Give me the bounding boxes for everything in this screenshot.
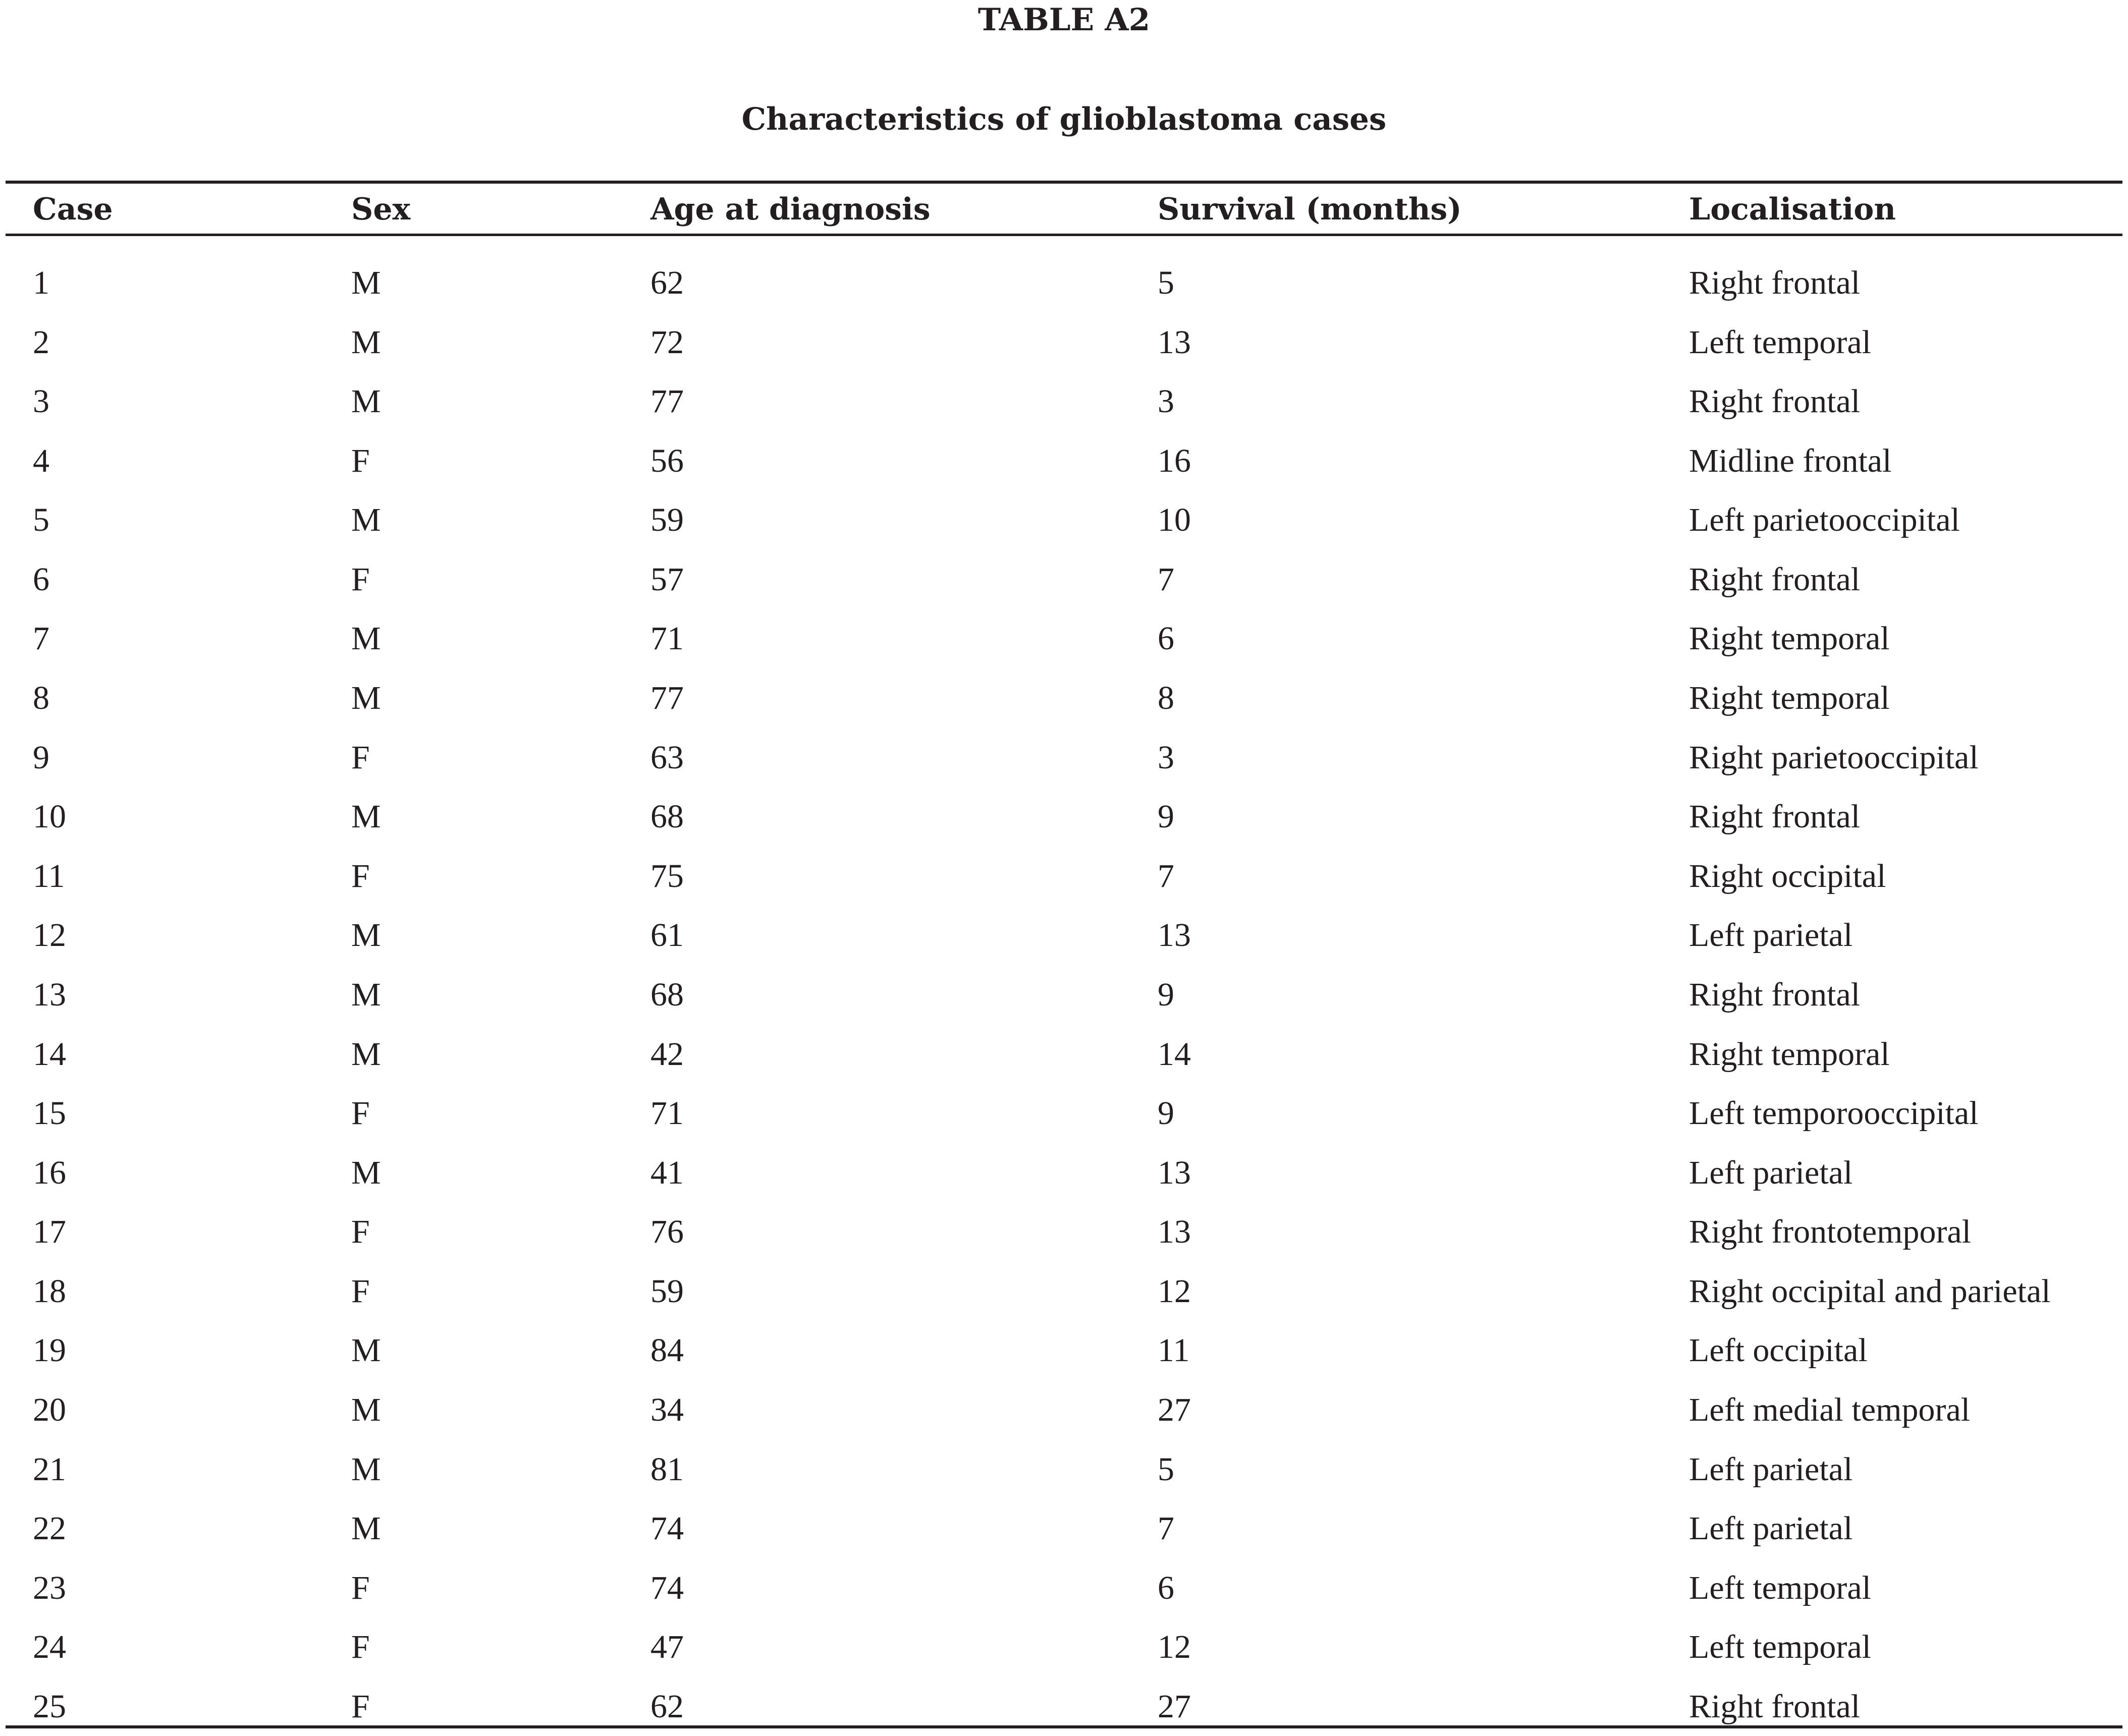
cell-sex: F bbox=[351, 857, 370, 894]
cell-case: 24 bbox=[33, 1629, 66, 1666]
cell-sex: M bbox=[351, 798, 381, 835]
header-localisation: Localisation bbox=[1689, 192, 1896, 227]
cell-survival: 5 bbox=[1158, 1450, 1174, 1488]
cell-localisation: Left parietal bbox=[1689, 1510, 1853, 1547]
cell-sex: F bbox=[351, 1629, 370, 1666]
table-row bbox=[0, 1321, 2128, 1380]
cell-age: 71 bbox=[650, 1095, 684, 1132]
cell-sex: M bbox=[351, 1154, 381, 1191]
cell-age: 76 bbox=[650, 1213, 684, 1251]
cell-survival: 27 bbox=[1158, 1688, 1191, 1725]
cell-case: 21 bbox=[33, 1450, 66, 1488]
table-caption: Characteristics of glioblastoma cases bbox=[741, 101, 1387, 137]
table-row bbox=[0, 1499, 2128, 1558]
cell-survival: 10 bbox=[1158, 501, 1191, 539]
cell-case: 25 bbox=[33, 1688, 66, 1725]
cell-sex: F bbox=[351, 1272, 370, 1310]
table-header-row bbox=[0, 180, 2128, 239]
cell-localisation: Right frontal bbox=[1689, 1688, 1861, 1725]
cell-survival: 7 bbox=[1158, 1510, 1174, 1547]
cell-localisation: Right occipital and parietal bbox=[1689, 1272, 2051, 1310]
cell-sex: F bbox=[351, 1095, 370, 1132]
cell-age: 62 bbox=[650, 1688, 684, 1725]
cell-survival: 3 bbox=[1158, 383, 1174, 420]
cell-survival: 9 bbox=[1158, 1095, 1174, 1132]
cell-sex: M bbox=[351, 1035, 381, 1073]
cell-age: 68 bbox=[650, 976, 684, 1013]
cell-case: 17 bbox=[33, 1213, 66, 1251]
header-survival: Survival (months) bbox=[1158, 192, 1462, 227]
cell-age: 56 bbox=[650, 442, 684, 479]
cell-survival: 5 bbox=[1158, 264, 1174, 301]
cell-case: 23 bbox=[33, 1569, 66, 1606]
cell-survival: 6 bbox=[1158, 1569, 1174, 1606]
cell-case: 5 bbox=[33, 501, 49, 539]
cell-age: 62 bbox=[650, 264, 684, 301]
cell-age: 47 bbox=[650, 1629, 684, 1666]
table-row bbox=[0, 965, 2128, 1024]
cell-case: 3 bbox=[33, 383, 49, 420]
cell-case: 7 bbox=[33, 620, 49, 657]
cell-case: 18 bbox=[33, 1272, 66, 1310]
cell-case: 11 bbox=[33, 857, 65, 894]
table-row bbox=[0, 1025, 2128, 1084]
cell-sex: M bbox=[351, 917, 381, 954]
cell-localisation: Right frontal bbox=[1689, 383, 1861, 420]
cell-sex: F bbox=[351, 1569, 370, 1606]
cell-survival: 7 bbox=[1158, 857, 1174, 894]
table-row bbox=[0, 1143, 2128, 1202]
cell-age: 42 bbox=[650, 1035, 684, 1073]
cell-survival: 6 bbox=[1158, 620, 1174, 657]
cell-sex: F bbox=[351, 561, 370, 598]
cell-localisation: Right temporal bbox=[1689, 1035, 1890, 1073]
cell-survival: 8 bbox=[1158, 680, 1174, 717]
cell-survival: 7 bbox=[1158, 561, 1174, 598]
table-label: TABLE A2 bbox=[977, 2, 1151, 38]
cell-case: 13 bbox=[33, 976, 66, 1013]
cell-survival: 11 bbox=[1158, 1332, 1190, 1369]
cell-case: 15 bbox=[33, 1095, 66, 1132]
cell-case: 12 bbox=[33, 917, 66, 954]
cell-localisation: Right temporal bbox=[1689, 680, 1890, 717]
table-row bbox=[0, 372, 2128, 431]
cell-localisation: Right frontal bbox=[1689, 264, 1861, 301]
cell-sex: M bbox=[351, 1332, 381, 1369]
cell-age: 81 bbox=[650, 1450, 684, 1488]
cell-age: 75 bbox=[650, 857, 684, 894]
cell-localisation: Midline frontal bbox=[1689, 442, 1892, 479]
table-row bbox=[0, 1440, 2128, 1499]
cell-sex: M bbox=[351, 976, 381, 1013]
cell-case: 9 bbox=[33, 739, 49, 776]
table-row bbox=[0, 1617, 2128, 1676]
cell-age: 71 bbox=[650, 620, 684, 657]
cell-case: 20 bbox=[33, 1391, 66, 1429]
table-row bbox=[0, 847, 2128, 906]
cell-sex: F bbox=[351, 739, 370, 776]
cell-localisation: Left temporal bbox=[1689, 1569, 1872, 1606]
table-row bbox=[0, 313, 2128, 372]
table-row bbox=[0, 728, 2128, 787]
cell-sex: M bbox=[351, 383, 381, 420]
cell-case: 4 bbox=[33, 442, 49, 479]
table-row bbox=[0, 609, 2128, 668]
cell-survival: 27 bbox=[1158, 1391, 1191, 1429]
cell-localisation: Left occipital bbox=[1689, 1332, 1868, 1369]
cell-sex: M bbox=[351, 264, 381, 301]
cell-survival: 9 bbox=[1158, 976, 1174, 1013]
cell-survival: 12 bbox=[1158, 1629, 1191, 1666]
cell-case: 16 bbox=[33, 1154, 66, 1191]
cell-age: 68 bbox=[650, 798, 684, 835]
table-row bbox=[0, 431, 2128, 490]
cell-sex: F bbox=[351, 442, 370, 479]
table-row bbox=[0, 787, 2128, 846]
table-row bbox=[0, 906, 2128, 965]
cell-age: 34 bbox=[650, 1391, 684, 1429]
cell-case: 6 bbox=[33, 561, 49, 598]
cell-localisation: Left parietooccipital bbox=[1689, 501, 1960, 539]
cell-case: 2 bbox=[33, 323, 49, 361]
table-row bbox=[0, 253, 2128, 312]
cell-sex: M bbox=[351, 620, 381, 657]
cell-sex: M bbox=[351, 501, 381, 539]
cell-age: 77 bbox=[650, 680, 684, 717]
cell-localisation: Left parietal bbox=[1689, 1450, 1853, 1488]
table-bottom-rule bbox=[6, 1725, 2122, 1728]
cell-survival: 3 bbox=[1158, 739, 1174, 776]
cell-age: 72 bbox=[650, 323, 684, 361]
cell-age: 63 bbox=[650, 739, 684, 776]
cell-sex: M bbox=[351, 1391, 381, 1429]
table-row bbox=[0, 550, 2128, 609]
cell-age: 57 bbox=[650, 561, 684, 598]
cell-localisation: Left parietal bbox=[1689, 917, 1853, 954]
cell-survival: 16 bbox=[1158, 442, 1191, 479]
cell-localisation: Left temporal bbox=[1689, 1629, 1872, 1666]
cell-case: 10 bbox=[33, 798, 66, 835]
cell-localisation: Right frontal bbox=[1689, 798, 1861, 835]
table-row bbox=[0, 1202, 2128, 1261]
cell-survival: 9 bbox=[1158, 798, 1174, 835]
table-row bbox=[0, 1084, 2128, 1143]
table-row bbox=[0, 490, 2128, 549]
cell-sex: M bbox=[351, 323, 381, 361]
cell-age: 41 bbox=[650, 1154, 684, 1191]
cell-localisation: Left parietal bbox=[1689, 1154, 1853, 1191]
cell-survival: 13 bbox=[1158, 323, 1191, 361]
cell-case: 14 bbox=[33, 1035, 66, 1073]
cell-sex: F bbox=[351, 1688, 370, 1725]
cell-localisation: Right occipital bbox=[1689, 857, 1886, 894]
cell-survival: 13 bbox=[1158, 1154, 1191, 1191]
cell-survival: 13 bbox=[1158, 1213, 1191, 1251]
table-row bbox=[0, 1262, 2128, 1321]
cell-survival: 12 bbox=[1158, 1272, 1191, 1310]
cell-age: 77 bbox=[650, 383, 684, 420]
cell-age: 59 bbox=[650, 501, 684, 539]
cell-localisation: Left temporal bbox=[1689, 323, 1872, 361]
cell-localisation: Left temporooccipital bbox=[1689, 1095, 1979, 1132]
cell-case: 8 bbox=[33, 680, 49, 717]
table-row bbox=[0, 1380, 2128, 1439]
table-header-rule bbox=[6, 234, 2122, 236]
cell-localisation: Right parietooccipital bbox=[1689, 739, 1979, 776]
cell-age: 59 bbox=[650, 1272, 684, 1310]
cell-age: 74 bbox=[650, 1510, 684, 1547]
cell-age: 61 bbox=[650, 917, 684, 954]
cell-sex: M bbox=[351, 1450, 381, 1488]
cell-localisation: Right frontal bbox=[1689, 561, 1861, 598]
cell-sex: M bbox=[351, 680, 381, 717]
table-row bbox=[0, 1558, 2128, 1617]
cell-survival: 13 bbox=[1158, 917, 1191, 954]
cell-sex: M bbox=[351, 1510, 381, 1547]
cell-localisation: Right temporal bbox=[1689, 620, 1890, 657]
cell-localisation: Right frontal bbox=[1689, 976, 1861, 1013]
cell-survival: 14 bbox=[1158, 1035, 1191, 1073]
header-case: Case bbox=[33, 192, 113, 227]
cell-age: 84 bbox=[650, 1332, 684, 1369]
header-age: Age at diagnosis bbox=[650, 192, 931, 227]
cell-case: 1 bbox=[33, 264, 49, 301]
cell-age: 74 bbox=[650, 1569, 684, 1606]
cell-case: 19 bbox=[33, 1332, 66, 1369]
table-row bbox=[0, 668, 2128, 727]
header-sex: Sex bbox=[351, 192, 411, 227]
cell-sex: F bbox=[351, 1213, 370, 1251]
cell-localisation: Right frontotemporal bbox=[1689, 1213, 1972, 1251]
cell-localisation: Left medial temporal bbox=[1689, 1391, 1971, 1429]
cell-case: 22 bbox=[33, 1510, 66, 1547]
